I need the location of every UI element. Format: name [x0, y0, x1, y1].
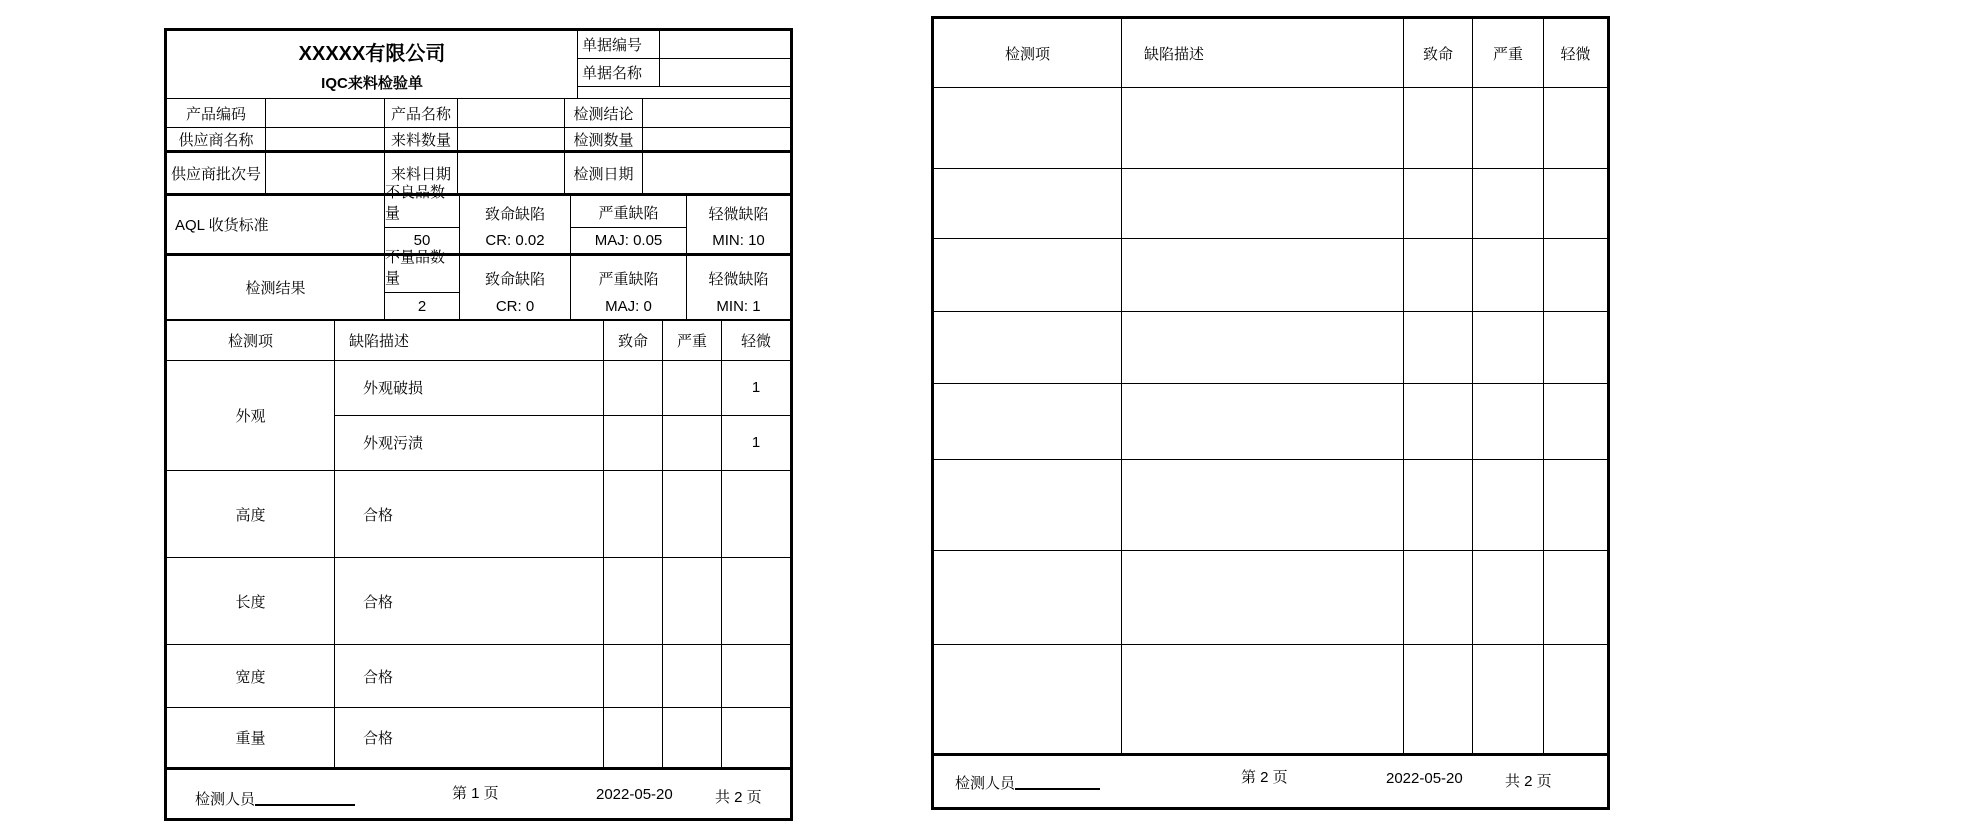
- inspect-qty-value[interactable]: [643, 128, 790, 150]
- critical-cell[interactable]: [1404, 460, 1473, 550]
- inspector-signature: [195, 788, 355, 809]
- inspector-signature: [955, 772, 1100, 793]
- item-cell[interactable]: [934, 384, 1122, 459]
- critical-count[interactable]: [604, 361, 663, 415]
- major-count[interactable]: [663, 471, 722, 557]
- defect-desc: 合格: [335, 558, 604, 644]
- result-critical-col: [460, 256, 571, 319]
- result-major-header: 严重缺陷: [598, 271, 659, 288]
- result-conclusion-label: 检测结论: [565, 99, 643, 127]
- product-code-value[interactable]: [266, 99, 385, 127]
- result-minor-header: 轻微缺陷: [708, 271, 769, 288]
- doc-no-value[interactable]: [660, 31, 790, 58]
- product-name-value[interactable]: [458, 99, 565, 127]
- minor-count[interactable]: [722, 558, 790, 644]
- desc-cell[interactable]: [1122, 169, 1404, 238]
- empty-detail-row: [934, 384, 1607, 460]
- incoming-qty-label: 来料数量: [385, 128, 458, 150]
- desc-cell[interactable]: [1122, 645, 1404, 753]
- empty-detail-row: [934, 239, 1607, 312]
- minor-cell[interactable]: [1544, 239, 1607, 311]
- result-minor-col: [687, 256, 790, 319]
- defect-desc: 合格: [335, 471, 604, 557]
- minor-cell[interactable]: [1544, 169, 1607, 238]
- item-cell[interactable]: [934, 88, 1122, 168]
- aql-critical-col: [460, 196, 571, 253]
- empty-detail-row: [934, 312, 1607, 384]
- critical-count[interactable]: [604, 471, 663, 557]
- desc-cell[interactable]: [1122, 551, 1404, 644]
- inspector-label: 检测人员: [955, 775, 1016, 792]
- aql-major-header: 严重缺陷: [571, 196, 686, 228]
- item-cell[interactable]: [934, 460, 1122, 550]
- aql-major-value: MAJ: 0.05: [594, 232, 663, 249]
- minor-count: 1: [751, 434, 761, 452]
- detail-row-length: [167, 558, 790, 645]
- empty-detail-row: [934, 88, 1607, 169]
- result-major-value: MAJ: 0: [605, 297, 652, 315]
- signature-line[interactable]: [255, 792, 355, 806]
- page-2: [931, 16, 1610, 810]
- critical-count[interactable]: [604, 708, 663, 767]
- detail-table-header: [167, 321, 790, 361]
- critical-cell[interactable]: [1404, 645, 1473, 753]
- detail-row-height: [167, 471, 790, 558]
- result-critical-header: 致命缺陷: [484, 271, 545, 288]
- desc-cell[interactable]: [1122, 460, 1404, 550]
- total-pages: 共 2 页: [715, 789, 762, 806]
- col-minor-header: 轻微: [740, 333, 771, 350]
- aql-standard-label: AQL 收货标准: [167, 196, 385, 253]
- total-pages: 共 2 页: [1505, 773, 1552, 790]
- major-count[interactable]: [663, 416, 722, 471]
- form-title: IQC来料检验单: [321, 74, 423, 92]
- critical-count[interactable]: [604, 645, 663, 707]
- page1-footer: [167, 770, 790, 818]
- major-cell[interactable]: [1473, 551, 1544, 644]
- result-defect-qty-value: 2: [417, 297, 427, 315]
- doc-name-value[interactable]: [660, 59, 790, 86]
- footer-date: 2022-05-20: [1386, 770, 1463, 787]
- defect-desc: 合格: [335, 645, 604, 707]
- col-major-header: 严重: [1473, 19, 1544, 87]
- detail-row-weight: [167, 708, 790, 770]
- col-desc-header: 缺陷描述: [1122, 19, 1404, 87]
- result-major-col: [571, 256, 687, 319]
- critical-cell[interactable]: [1404, 169, 1473, 238]
- critical-cell[interactable]: [1404, 88, 1473, 168]
- minor-cell[interactable]: [1544, 551, 1607, 644]
- company-title: XXXXX有限公司: [298, 42, 446, 65]
- item-label: 重量: [167, 708, 335, 767]
- empty-detail-row: [934, 645, 1607, 756]
- col-critical-header: 致命: [604, 321, 663, 360]
- product-name-label: 产品名称: [385, 99, 458, 127]
- empty-detail-row: [934, 169, 1607, 239]
- col-desc-header: 缺陷描述: [335, 321, 604, 360]
- supplier-name-label: 供应商名称: [167, 128, 266, 150]
- inspect-date-label: 检测日期: [565, 153, 643, 193]
- col-major-header: 严重: [663, 321, 722, 360]
- item-label: 长度: [167, 558, 335, 644]
- major-cell[interactable]: [1473, 312, 1544, 383]
- col-minor-header: 轻微: [1560, 45, 1591, 63]
- result-defect-qty-header: 不量品数量: [385, 256, 459, 293]
- desc-cell[interactable]: [1122, 384, 1404, 459]
- doc-meta-block: [578, 31, 790, 98]
- aql-minor-col: [687, 196, 790, 253]
- col-item-header: 检测项: [934, 19, 1122, 87]
- appearance-subrow-stain: [335, 416, 790, 471]
- major-cell[interactable]: [1473, 169, 1544, 238]
- major-count[interactable]: [663, 558, 722, 644]
- critical-cell[interactable]: [1404, 312, 1473, 383]
- info-row-product: [167, 99, 790, 128]
- aql-standard-row: [167, 184, 790, 256]
- aql-defect-qty-header: 不良品数量: [385, 196, 459, 228]
- item-cell[interactable]: [934, 239, 1122, 311]
- product-code-label: 产品编码: [167, 99, 266, 127]
- title-block: [167, 31, 578, 98]
- col-critical-header: 致命: [1404, 19, 1473, 87]
- result-defect-qty-col: [385, 249, 460, 319]
- doc-name-label: 单据名称: [578, 59, 660, 86]
- page-number: 第 1 页: [452, 785, 499, 802]
- doc-no-row: [578, 31, 790, 59]
- aql-major-col: [571, 196, 687, 253]
- critical-count[interactable]: [604, 416, 663, 471]
- major-count[interactable]: [663, 361, 722, 415]
- result-critical-value: CR: 0: [495, 297, 535, 315]
- item-cell[interactable]: [934, 169, 1122, 238]
- inspect-qty-label: 检测数量: [565, 128, 643, 150]
- major-cell[interactable]: [1473, 645, 1544, 753]
- minor-cell[interactable]: [1544, 645, 1607, 753]
- item-cell[interactable]: [934, 645, 1122, 753]
- defect-desc: 合格: [335, 708, 604, 767]
- minor-cell[interactable]: [1544, 384, 1607, 459]
- incoming-date-value[interactable]: [458, 153, 565, 193]
- aql-minor-header: 轻微缺陷: [708, 206, 769, 223]
- doc-no-label: 单据编号: [578, 31, 660, 58]
- minor-count[interactable]: [722, 645, 790, 707]
- page2-footer: [934, 756, 1607, 807]
- critical-count[interactable]: [604, 558, 663, 644]
- major-cell[interactable]: [1473, 384, 1544, 459]
- aql-critical-header: 致命缺陷: [484, 206, 545, 223]
- inspector-label: 检测人员: [195, 791, 256, 808]
- major-cell[interactable]: [1473, 239, 1544, 311]
- doc-name-row: [578, 59, 790, 87]
- aql-critical-value: CR: 0.02: [485, 232, 545, 249]
- minor-cell[interactable]: [1544, 88, 1607, 168]
- minor-cell[interactable]: [1544, 460, 1607, 550]
- signature-line[interactable]: [1015, 776, 1100, 790]
- critical-cell[interactable]: [1404, 384, 1473, 459]
- empty-detail-row: [934, 460, 1607, 551]
- item-appearance: 外观: [167, 361, 335, 470]
- form-header: [167, 31, 790, 99]
- aql-defect-qty-value: 50: [413, 232, 431, 249]
- desc-cell[interactable]: [1122, 239, 1404, 311]
- result-conclusion-value[interactable]: [643, 99, 790, 127]
- item-label: 宽度: [167, 645, 335, 707]
- info-row-batch: [167, 153, 790, 196]
- appearance-subrows: [335, 361, 790, 470]
- aql-minor-value: MIN: 10: [712, 232, 765, 249]
- info-row-supplier: [167, 128, 790, 153]
- inspection-result-row: [167, 249, 790, 321]
- item-cell[interactable]: [934, 312, 1122, 383]
- inspect-date-value[interactable]: [643, 153, 790, 193]
- item-cell[interactable]: [934, 551, 1122, 644]
- minor-count[interactable]: [722, 708, 790, 767]
- minor-count[interactable]: [722, 471, 790, 557]
- incoming-qty-value[interactable]: [458, 128, 565, 150]
- incoming-date-label: 来料日期: [385, 153, 458, 193]
- page-1: [164, 28, 793, 821]
- defect-desc: 外观污渍: [335, 416, 604, 471]
- item-label: 高度: [167, 471, 335, 557]
- major-cell[interactable]: [1473, 460, 1544, 550]
- desc-cell[interactable]: [1122, 312, 1404, 383]
- aql-defect-qty-col: [385, 184, 460, 253]
- minor-count: 1: [751, 379, 761, 397]
- result-minor-value: MIN: 1: [716, 297, 761, 315]
- major-count[interactable]: [663, 645, 722, 707]
- footer-date: 2022-05-20: [596, 786, 673, 803]
- critical-cell[interactable]: [1404, 239, 1473, 311]
- minor-cell[interactable]: [1544, 312, 1607, 383]
- major-cell[interactable]: [1473, 88, 1544, 168]
- supplier-batch-label: 供应商批次号: [167, 153, 266, 193]
- detail-table-header: [934, 19, 1607, 88]
- supplier-name-value[interactable]: [266, 128, 385, 150]
- appearance-subrow-damage: [335, 361, 790, 416]
- page-number: 第 2 页: [1241, 769, 1288, 786]
- major-count[interactable]: [663, 708, 722, 767]
- critical-cell[interactable]: [1404, 551, 1473, 644]
- detail-row-appearance: [167, 361, 790, 471]
- detail-row-width: [167, 645, 790, 708]
- supplier-batch-value[interactable]: [266, 153, 385, 193]
- defect-desc: 外观破损: [335, 361, 604, 415]
- empty-detail-row: [934, 551, 1607, 645]
- desc-cell[interactable]: [1122, 88, 1404, 168]
- inspection-result-label: 检测结果: [167, 256, 385, 319]
- col-item-header: 检测项: [167, 321, 335, 360]
